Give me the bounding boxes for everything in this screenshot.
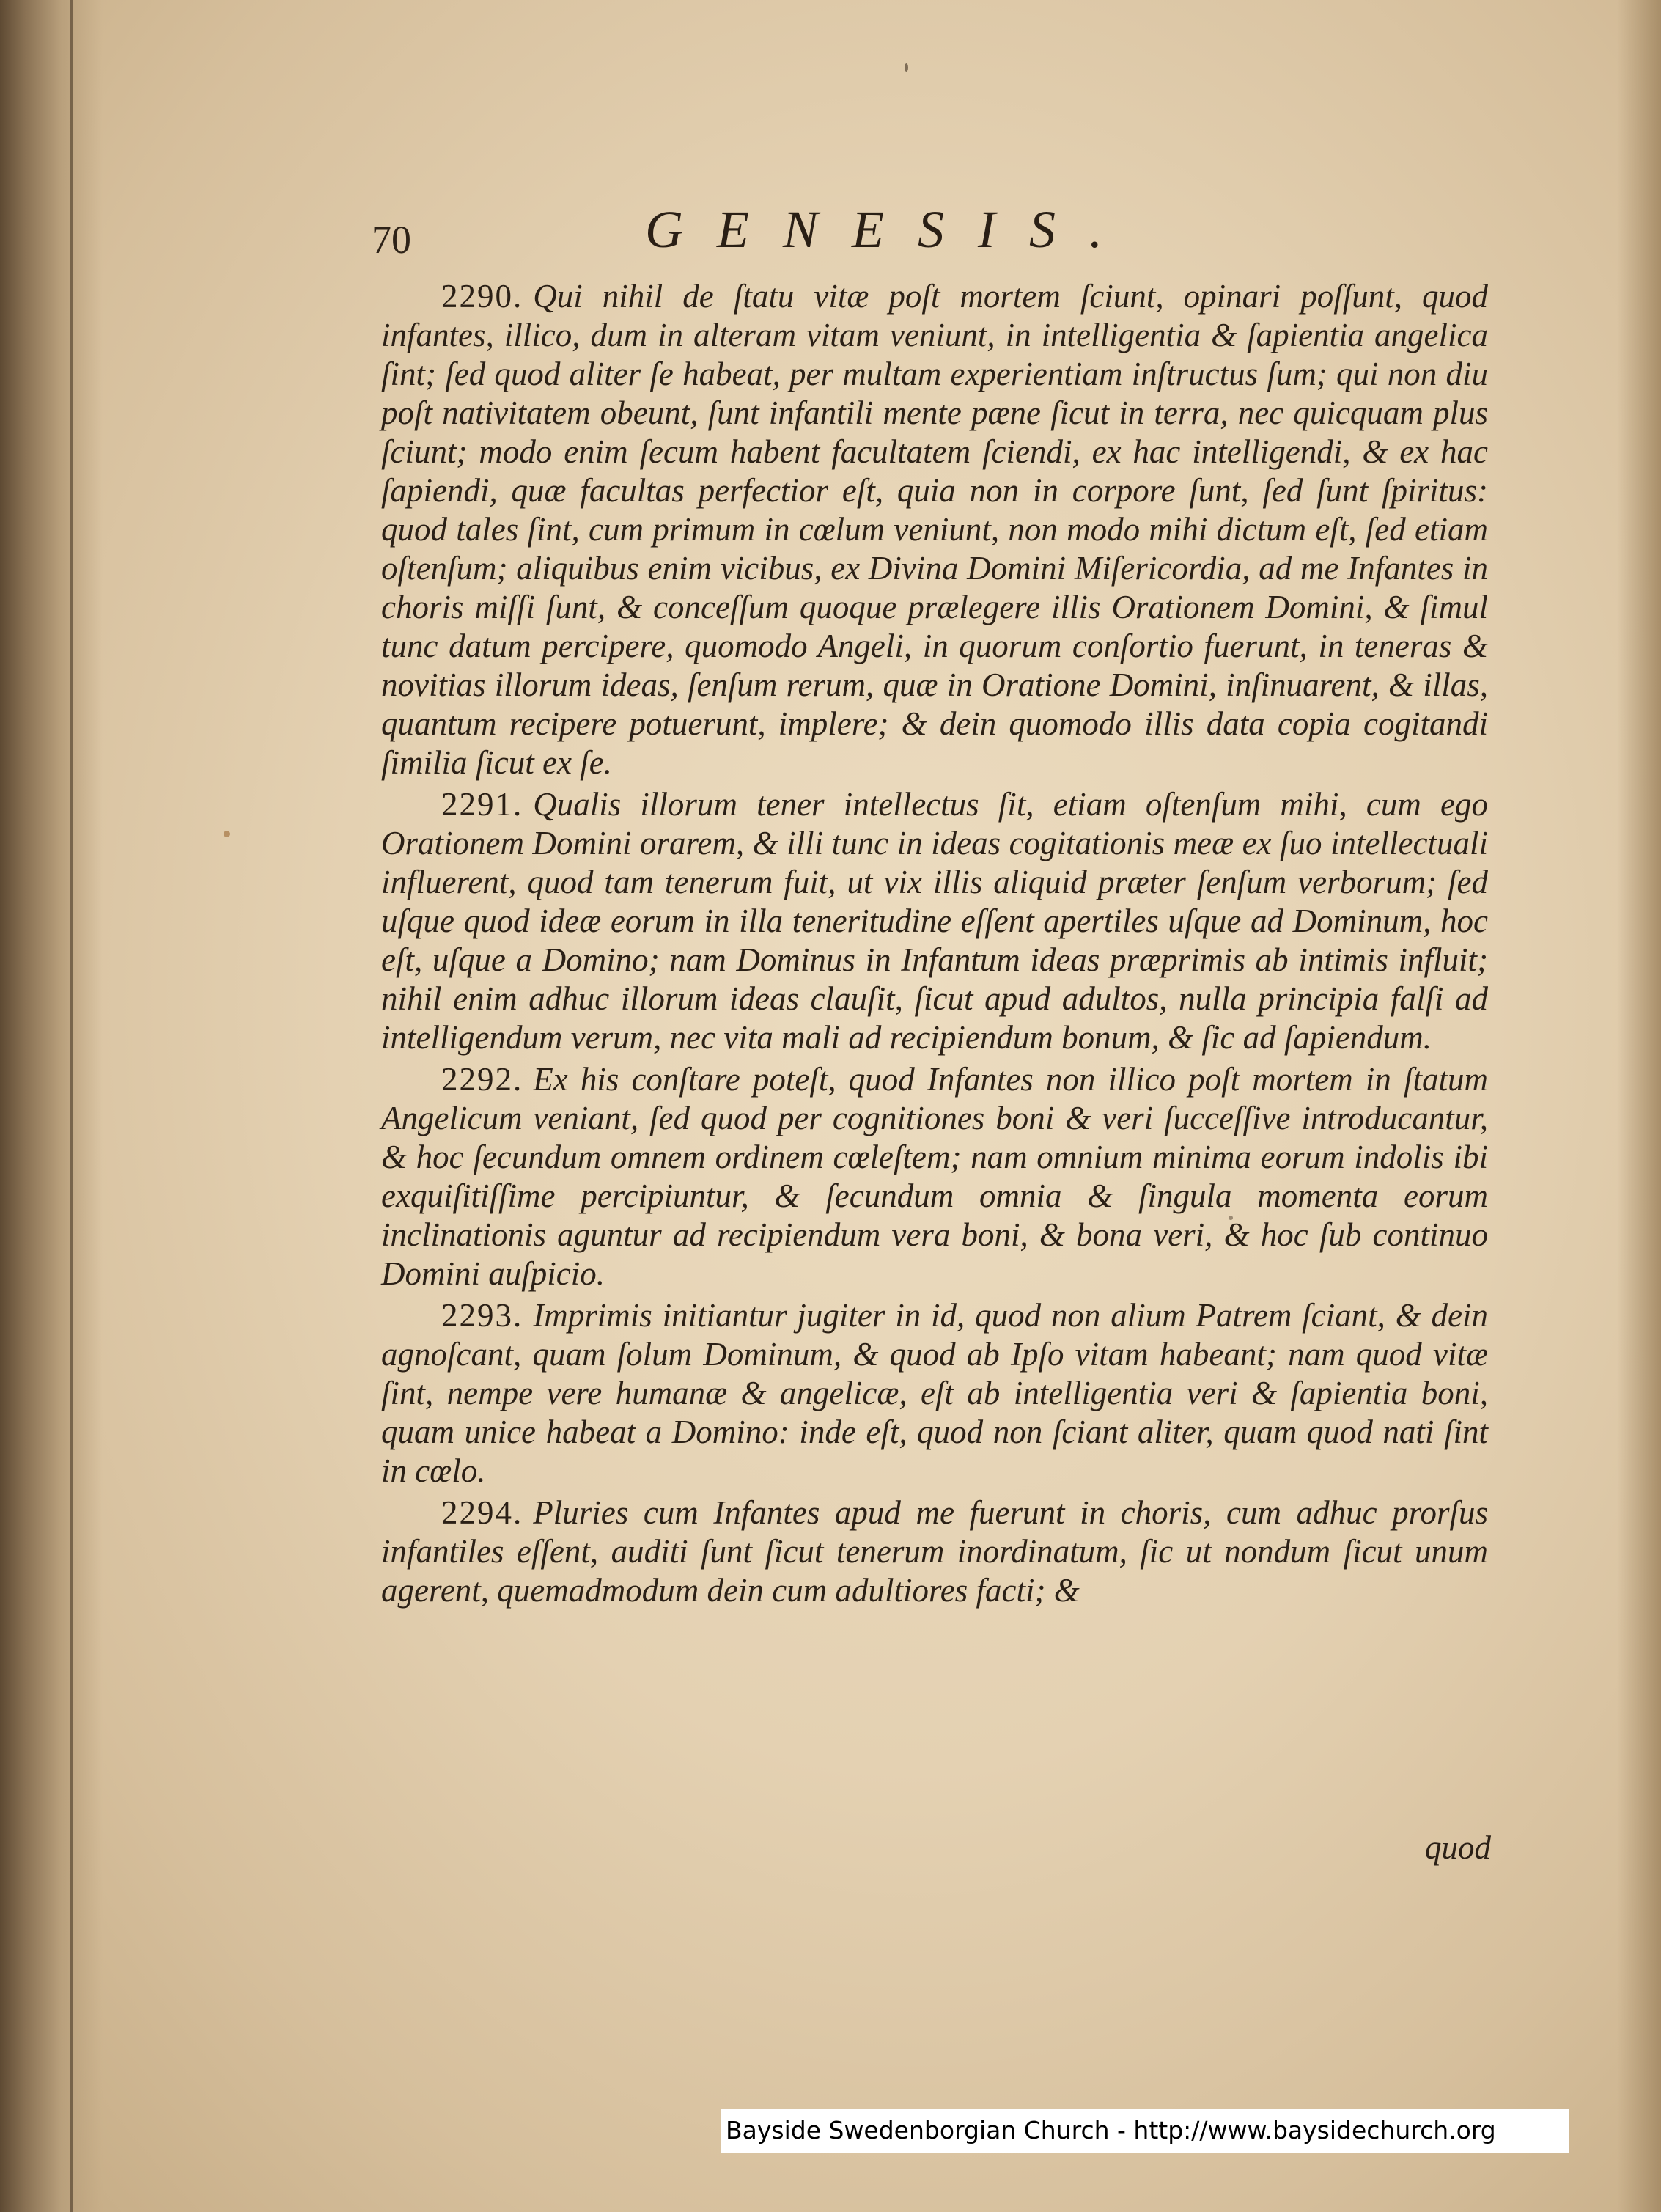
paragraph-2294	[381, 1493, 1488, 1610]
foxing-spot	[905, 63, 908, 72]
paragraph-number: 2290.	[441, 278, 523, 315]
paragraph-2291	[381, 785, 1488, 1057]
paragraph-text: Qui nihil de ſtatu vitæ poſt mortem ſciunt, opinari poſſunt, quod infantes, illico, dum in alteram vitam veniunt, in intelligentia & ſapientia angelica ſint; ſed quod aliter ſe habeat, per multam experientiam inſtructus ſum; qui non diu poſt nativitatem obeunt, ſunt infantili mente pæne ſicut in terra, nec quicquam plus ſciunt; modo enim ſecum habent facultatem ſciendi, ex hac intelligendi, & ex hac ſapiendi, quæ facultas perfectior eſt, quia non in corpore ſunt, ſed ſunt ſpiritus: quod tales ſint, cum primum in cœlum veniunt, non modo mihi dictum eſt, ſed etiam oſtenſum; aliquibus enim vicibus, ex Divina Domini Miſericordia, ad me Infantes in choris miſſi ſunt, & conceſſum quoque prælegere illis Orationem Domini, & ſimul tunc datum percipere, quomodo Angeli, in quorum conſortio fuerunt, in teneras & novitias illorum ideas, ſenſum rerum, quæ in Oratione Domini, inſinuarent, & illas, quantum recipere potuerunt, implere; & dein quomodo illis data copia cogitandi ſimilia ſicut ex ſe.	[381, 278, 1488, 781]
foxing-spot	[224, 831, 230, 837]
page-number: 70	[372, 218, 411, 262]
paragraph-number: 2292.	[441, 1061, 523, 1098]
paragraph-text: Qualis illorum tener intellectus ſit, etiam oſtenſum mihi, cum ego Orationem Domini orarem, & illi tunc in ideas cogitationis meæ ex ſuo intellectuali influerent, quod tam tenerum fuit, ut vix illis aliquid præter ſenſum verborum; ſed uſque quod ideæ eorum in illa teneritudine eſſent apertiles uſque ad Dominum, hoc eſt, uſque a Domino; nam Dominus in Infantum ideas præprimis ab intimis influit; nihil enim adhuc illorum ideas clauſit, ſicut apud adultos, nulla principia falſi ad intelligendum verum, nec vita mali ad recipiendum bonum, & ſic ad ſapiendum.	[381, 786, 1488, 1056]
running-head: GENESIS.	[645, 200, 1136, 259]
watermark-caption: Bayside Swedenborgian Church - http://www.baysidechurch.org	[721, 2109, 1569, 2153]
paragraph-text: Ex his conſtare poteſt, quod Infantes non illico poſt mortem in ſtatum Angelicum veniant, ſed quod per cognitiones boni & veri ſucceſſive introducantur, & hoc ſecundum omnem ordinem cœleſtem; nam omnium minima eorum indolis ibi exquiſitiſſime percipiuntur, & ſecundum omnia & ſingula momenta eorum inclinationis aguntur ad recipiendum vera boni, & bona veri, & hoc ſub continuo Domini auſpicio.	[381, 1061, 1488, 1292]
paragraph-number: 2294.	[441, 1494, 523, 1531]
paragraph-number: 2291.	[441, 786, 523, 823]
gutter-line	[70, 0, 73, 2212]
catchword: quod	[1425, 1829, 1491, 1866]
paragraph-2292	[381, 1060, 1488, 1293]
paragraph-text: Pluries cum Infantes apud me fuerunt in choris, cum adhuc prorſus infantiles eſſent, auditi ſunt ſicut tenerum inordinatum, ſic ut nondum ſicut unum agerent, quemadmodum dein cum adultiores facti; &	[381, 1494, 1488, 1609]
body-text	[381, 277, 1488, 1613]
paragraph-2290	[381, 277, 1488, 782]
page-edge	[1617, 0, 1661, 2212]
paragraph-2293	[381, 1296, 1488, 1491]
binding-gutter	[0, 0, 103, 2212]
paragraph-text: Imprimis initiantur jugiter in id, quod non alium Patrem ſciant, & dein agnoſcant, quam ſolum Dominum, & quod ab Ipſo vitam habeant; nam quod vitæ ſint, nempe vere humanæ & angelicæ, eſt ab intelligentia veri & ſapientia boni, quam unice habeat a Domino: inde eſt, quod non ſciant aliter, quam quod nati ſint in cœlo.	[381, 1297, 1488, 1489]
paragraph-number: 2293.	[441, 1297, 523, 1334]
